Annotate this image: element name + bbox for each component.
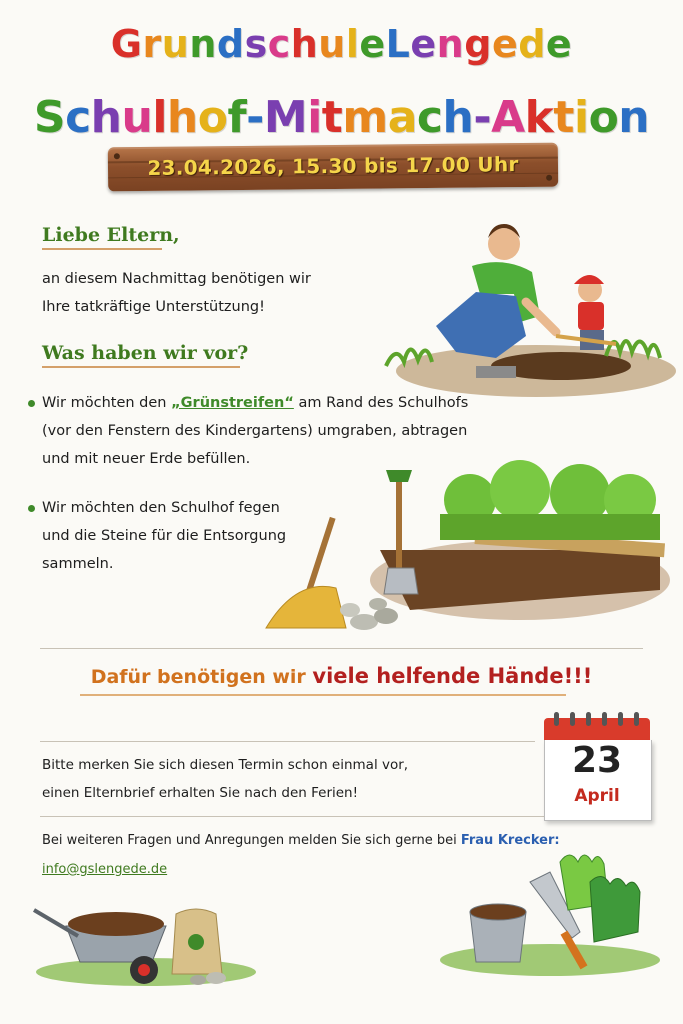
contact-line: Bei weiteren Fragen und Anregungen melden Sie sich gerne bei Frau Krecker: [42, 833, 560, 848]
calendar-icon [544, 712, 650, 816]
bullet-1-line-3: und mit neuer Erde befüllen. [42, 451, 251, 467]
intro-line-2: Ihre tatkräftige Unterstützung! [42, 299, 265, 315]
bullet-1-line-2: (vor den Fenstern des Kindergartens) umgraben, abtragen [42, 423, 468, 439]
bullet-1-line-1: Wir möchten den „Grünstreifen“ am Rand des Schulhofs [42, 395, 469, 411]
calendar-month: April [574, 786, 620, 806]
plan-heading: Was haben wir vor? [42, 342, 249, 364]
school-title: GrundschuleLengede [110, 22, 573, 66]
email-link[interactable]: info@gslengede.de [42, 862, 168, 877]
event-date-time: 23.04.2026, 15.30 bis 17.00 Uhr [147, 152, 519, 180]
divider [40, 741, 535, 742]
bullet-icon [28, 400, 35, 407]
callout-underline [80, 694, 566, 696]
event-title: Schulhof-Mitmach-Aktion [33, 92, 650, 143]
contact-name: Frau Krecker: [460, 833, 560, 848]
gloves-bucket-trowel-icon [440, 842, 665, 982]
bullet-2-line-3: sammeln. [42, 556, 114, 572]
reminder-line-2: einen Elternbrief erhalten Sie nach den Ferien! [42, 785, 359, 801]
date-wood-sign [108, 143, 558, 192]
reminder-line-1: Bitte merken Sie sich diesen Termin schon einmal vor, [42, 757, 409, 773]
bullet-2-line-2: und die Steine für die Entsorgung [42, 528, 287, 544]
bullet-2-line-1: Wir möchten den Schulhof fegen [42, 500, 280, 516]
intro-line-1: an diesem Nachmittag benötigen wir [42, 271, 311, 287]
calendar-day: 23 [571, 740, 623, 781]
shovel-broom-stones-icon [260, 460, 670, 640]
dad-and-child-gardening-icon [376, 216, 676, 406]
divider [40, 648, 643, 649]
greeting-heading: Liebe Eltern, [42, 224, 180, 246]
helpers-callout: Dafür benötigen wir viele helfende Hände!!! [90, 664, 593, 688]
wheelbarrow-soil-icon [26, 892, 266, 992]
heading-underline [42, 248, 162, 250]
heading-underline [42, 366, 240, 368]
gruenstreifen-highlight: „Grünstreifen“ [171, 395, 294, 411]
bullet-icon [28, 505, 35, 512]
